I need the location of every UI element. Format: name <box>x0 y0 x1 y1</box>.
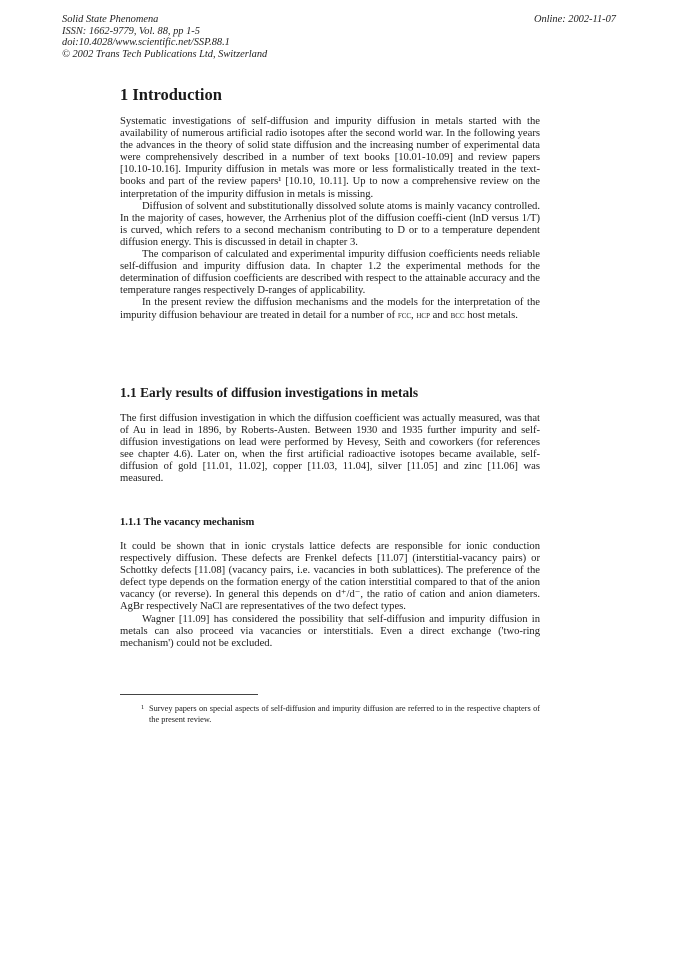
vacancy-mechanism-body <box>120 541 540 650</box>
footnote <box>120 703 540 725</box>
footnote-marker: 1 <box>141 704 145 711</box>
paragraph: The comparison of calculated and experimental impurity diffusion coefficients needs reliable self-diffusion and impurity diffusion data. In chapter 1.2 the experimental methods for the determination of diffusion coefficients are described with respect to the attainable accuracy and the temperature ranges respectively D-ranges of applicability. <box>120 249 540 297</box>
paragraph: Diffusion of solvent and substitutionally dissolved solute atoms is mainly vacancy controlled. In the majority of cases, however, the Arrhenius plot of the diffusion coeffi-cient (lnD versus 1/T) is curved, which refers to a second mechanism contributing to D or to a temperature dependent diffusion energy. This is discussed in detail in chapter 3. <box>120 200 540 248</box>
running-header <box>62 14 267 60</box>
paragraph: Systematic investigations of self-diffusion and impurity diffusion in metals started with the availability of numerous artificial radio isotopes after the second world war. In the following years the advances in the theory of solid state diffusion and the increasing number of experimental data were comprehensively described in a number of text books [10.01-10.09] and review papers [10.10-10.16]. Impurity diffusion in metals was more or less formalistically treated in the text-books and part of the review papers¹ [10.10, 10.11]. Up to now a comprehensive review on the interpretation of the impurity diffusion in metals is missing. <box>120 116 540 200</box>
issn-line: ISSN: 1662-9779, Vol. 88, pp 1-5 <box>62 25 200 37</box>
copyright-line: © 2002 Trans Tech Publications Ltd, Switzerland <box>62 48 268 60</box>
footnote-text: Survey papers on special aspects of self-diffusion and impurity diffusion are referred to in the respective chapters of the present review. <box>149 704 540 725</box>
footnote-divider <box>120 694 258 695</box>
early-results-body <box>120 413 540 486</box>
online-date: Online: 2002-11-07 <box>533 14 616 25</box>
journal-name: Solid State Phenomena <box>62 14 159 25</box>
section-title-introduction: 1 Introduction <box>120 85 222 104</box>
introduction-body <box>120 116 540 322</box>
section-title-early-results: 1.1 Early results of diffusion investigations in metals <box>120 385 419 400</box>
paragraph: In the present review the diffusion mechanisms and the models for the interpretation of the impurity diffusion behaviour are treated in detail for a number of fcc, hcp and bcc host metals. <box>120 297 540 321</box>
doi-line: doi:10.4028/www.scientific.net/SSP.88.1 <box>62 37 230 49</box>
section-title-vacancy-mechanism: 1.1.1 The vacancy mechanism <box>120 517 255 528</box>
paragraph: The first diffusion investigation in which the diffusion coefficient was actually measured, was that of Au in lead in 1896, by Roberts-Austen. Between 1930 and 1935 further impurity and self-diffusion investigations on lead were performed by Hevesy, Seith and coworkers (for references see chapter 4.6). Later on, when the first artificial radioactive isotopes became available, self-diffusion of gold [11.01, 11.02], copper [11.03, 11.04], silver [11.05] and zinc [11.06] was measured. <box>120 413 540 485</box>
paragraph: Wagner [11.09] has considered the possibility that self-diffusion and impurity diffusion in metals can also proceed via vacancies or interstitials. Even a direct exchange ('two-ring mechanism') could not be excluded. <box>120 613 540 649</box>
paragraph: It could be shown that in ionic crystals lattice defects are responsible for ionic conduction respectively diffusion. These defects are Frenkel defects [11.07] (interstitial-vacancy pairs) or Schottky defects [11.08] (vacancy pairs, i.e. vacancies in both sublattices). The preference of the defect type depends on the formation energy of the cation interstitial compared to that of the anion vacancy (or reverse). In general this depends on d⁺/d⁻, the ratio of cation and anion diameters. AgBr respectively NaCl are representatives of the two defect types. <box>120 541 540 613</box>
